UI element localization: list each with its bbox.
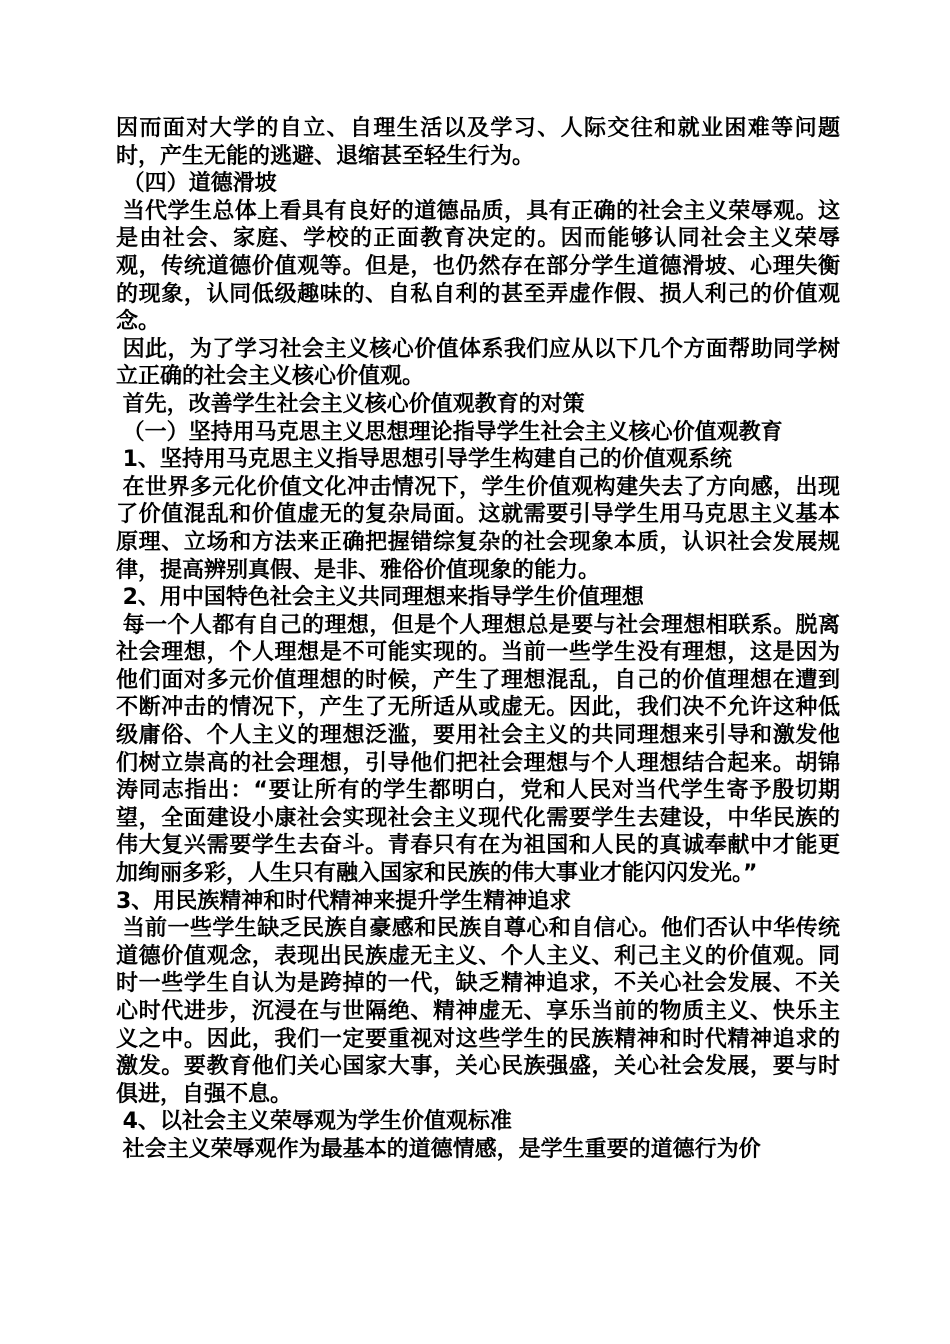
section-heading: （四）道德滑坡: [122, 171, 277, 197]
section-heading: （一）坚持用马克思主义思想理论指导学生社会主义核心价值观教育: [122, 419, 783, 445]
paragraph: 因而面对大学的自立、自理生活以及学习、人际交往和就业困难等问题时，产生无能的逃避、退缩甚至轻生行为。: [116, 116, 840, 169]
paragraph: 当代学生总体上看具有良好的道德品质，具有正确的社会主义荣辱观。这是由社会、家庭、学校的正面教育决定的。因而能够认同社会主义荣辱观，传统道德价值观等。但是，也仍然存在部分学生道德滑坡、心理失衡的现象，认同低级趣味的、自私自利的甚至弄虚作假、损人利己的价值观念。: [116, 198, 840, 335]
subsection-heading: 2、用中国特色社会主义共同理想来指导学生价值理想: [122, 585, 644, 611]
paragraph: 因此，为了学习社会主义核心价值体系我们应从以下几个方面帮助同学树立正确的社会主义核心价值观。: [116, 336, 840, 390]
subsection-heading: 4、以社会主义荣辱观为学生价值观标准: [122, 1109, 512, 1135]
paragraph: 在世界多元化价值文化冲击情况下，学生价值观构建失去了方向感，出现了价值混乱和价值虚无的复杂局面。这就需要引导学生用马克思主义基本原理、立场和方法来正确把握错综复杂的社会现象本质，认识社会发展规律，提高辨别真假、是非、雅俗价值现象的能力。: [116, 474, 840, 583]
document-page: [116, 115, 840, 1164]
paragraph: 每一个人都有自己的理想，但是个人理想总是要与社会理想相联系。脱离社会理想，个人理想是不可能实现的。当前一些学生没有理想，这是因为他们面对多元价值理想的时候，产生了理想混乱，自己的价值理想在遭到不断冲击的情况下，产生了无所适从或虚无。因此，我们决不允许这种低级庸俗、个人主义的理想泛滥，要用社会主义的共同理想来引导和激发他们树立崇高的社会理想，引导他们把社会理想与个人理想结合起来。胡锦涛同志指出：“要让所有的学生都明白，党和人民对当代学生寄予殷切期望，全面建设小康社会实现社会主义现代化需要学生去建设，中华民族的伟大复兴需要学生去奋斗。青春只有在为祖国和人民的真诚奉献中才能更加绚丽多彩，人生只有融入国家和民族的伟大事业才能闪闪发光。”: [116, 612, 840, 887]
section-heading: 首先，改善学生社会主义核心价值观教育的对策: [122, 391, 585, 417]
paragraph: 当前一些学生缺乏民族自豪感和民族自尊心和自信心。他们否认中华传统道德价值观念，表现出民族虚无主义、个人主义、利己主义的价值观。同时一些学生自认为是跨掉的一代，缺乏精神追求，不关心社会发展、不关心时代进步，沉浸在与世隔绝、精神虚无、享乐当前的物质主义、快乐主义之中。因此，我们一定要重视对这些学生的民族精神和时代精神追求的激发。要教育他们关心国家大事，关心民族强盛，关心社会发展，要与时俱进，自强不息。: [116, 916, 840, 1107]
paragraph: 社会主义荣辱观作为最基本的道德情感，是学生重要的道德行为价: [122, 1136, 761, 1162]
subsection-heading: 3、用民族精神和时代精神来提升学生精神追求: [116, 888, 572, 914]
subsection-heading: 1、坚持用马克思主义指导思想引导学生构建自己的价值观系统: [122, 447, 732, 473]
